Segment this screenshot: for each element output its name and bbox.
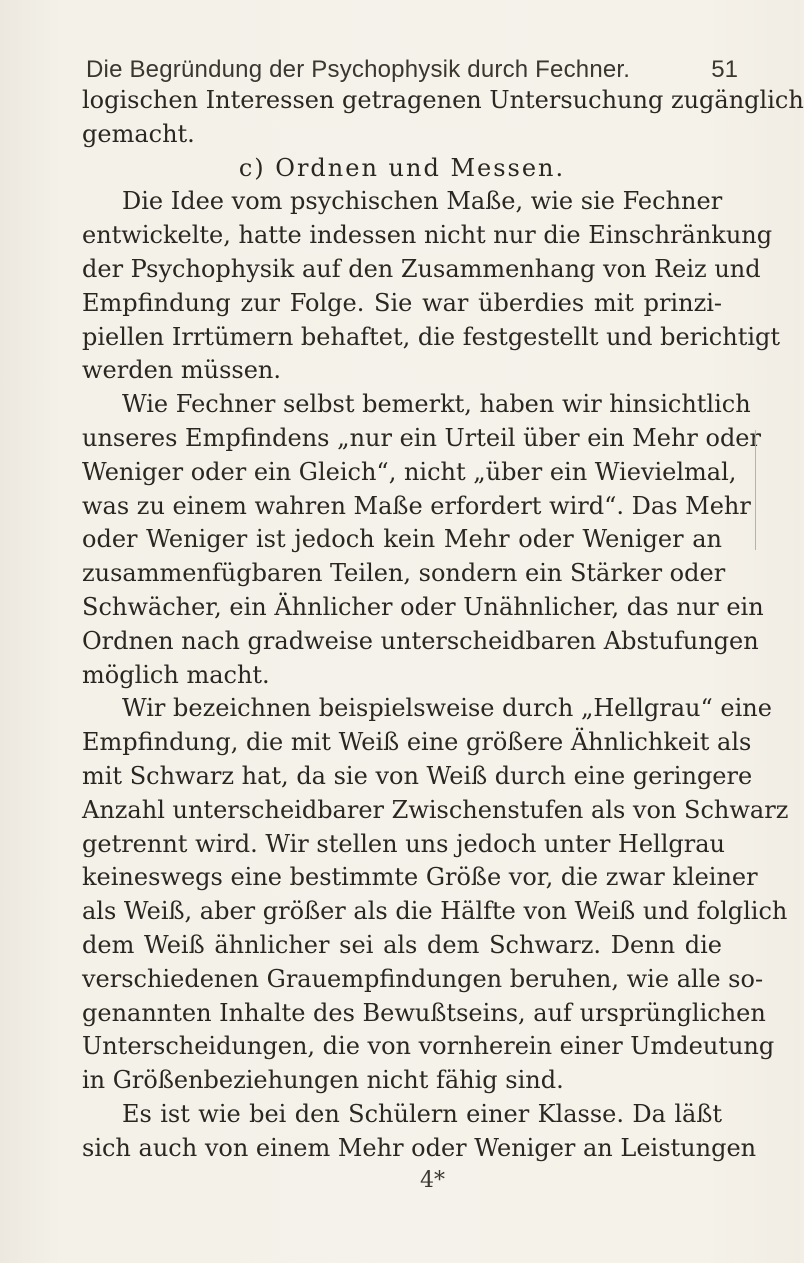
text-line: keineswegs eine bestimmte Größe vor, die zwar kleiner — [82, 863, 758, 892]
running-title: Die Begründung der Psychophysik durch Fechner. — [86, 56, 631, 83]
body-text — [82, 84, 804, 1166]
text-line: Empfindung zur Folge. Sie war überdies mit prinzi- — [82, 288, 722, 317]
text-line: oder Weniger ist jedoch kein Mehr oder Weniger an — [82, 525, 722, 554]
text-line: piellen Irrtümern behaftet, die festgestellt und berichtigt — [82, 322, 781, 351]
text-line: gemacht. — [82, 119, 195, 148]
text-line: Wir bezeichnen beispielsweise durch „Hellgrau“ eine — [122, 694, 772, 723]
signature-mark: 4* — [420, 1168, 445, 1193]
text-line: zusammenfügbaren Teilen, sondern ein Stärker oder — [82, 559, 726, 588]
text-line: Ordnen nach gradweise unterscheidbaren Abstufungen — [82, 626, 759, 655]
text-line: genannten Inhalte des Bewußtseins, auf ursprünglichen — [82, 998, 766, 1027]
text-line: Unterscheidungen, die von vornherein einer Umdeutung — [82, 1032, 775, 1061]
text-line: der Psychophysik auf den Zusammenhang von Reiz und — [82, 254, 761, 283]
text-line: möglich macht. — [82, 660, 270, 689]
text-line: Weniger oder ein Gleich“, nicht „über ein Wievielmal, — [82, 457, 737, 486]
text-line: getrennt wird. Wir stellen uns jedoch unter Hellgrau — [82, 829, 726, 858]
text-line: als Weiß, aber größer als die Hälfte von Weiß und folglich — [82, 897, 788, 926]
text-line: Empfindung, die mit Weiß eine größere Ähnlichkeit als — [82, 728, 752, 757]
text-line: Die Idee vom psychischen Maße, wie sie Fechner — [122, 187, 723, 216]
text-line: mit Schwarz hat, da sie von Weiß durch eine geringere — [82, 761, 753, 790]
margin-line — [755, 430, 762, 550]
text-line: Es ist wie bei den Schülern einer Klasse. Da läßt — [122, 1099, 722, 1128]
text-line: verschiedenen Grauempfindungen beruhen, wie alle so- — [82, 964, 764, 993]
page-number: 51 — [711, 56, 738, 83]
text-line: entwickelte, hatte indessen nicht nur die Einschränkung — [82, 221, 773, 250]
section-heading: c) Ordnen und Messen. — [238, 153, 566, 182]
text-line: dem Weiß ähnlicher sei als dem Schwarz. Denn die — [82, 930, 722, 959]
text-line: in Größenbeziehungen nicht fähig sind. — [82, 1066, 564, 1095]
text-line: sich auch von einem Mehr oder Weniger an Leistungen — [82, 1133, 757, 1162]
text-line: was zu einem wahren Maße erfordert wird“. Das Mehr — [82, 491, 751, 520]
text-line: werden müssen. — [82, 356, 282, 385]
text-line: Wie Fechner selbst bemerkt, haben wir hinsichtlich — [122, 390, 751, 419]
text-line: Anzahl unterscheidbarer Zwischenstufen als von Schwarz — [82, 795, 789, 824]
text-line: Schwächer, ein Ähnlicher oder Unähnlicher, das nur ein — [82, 592, 764, 621]
text-line: unseres Empfindens „nur ein Urteil über ein Mehr oder — [82, 423, 761, 452]
text-line: logischen Interessen getragenen Untersuchung zugänglich — [82, 86, 804, 114]
